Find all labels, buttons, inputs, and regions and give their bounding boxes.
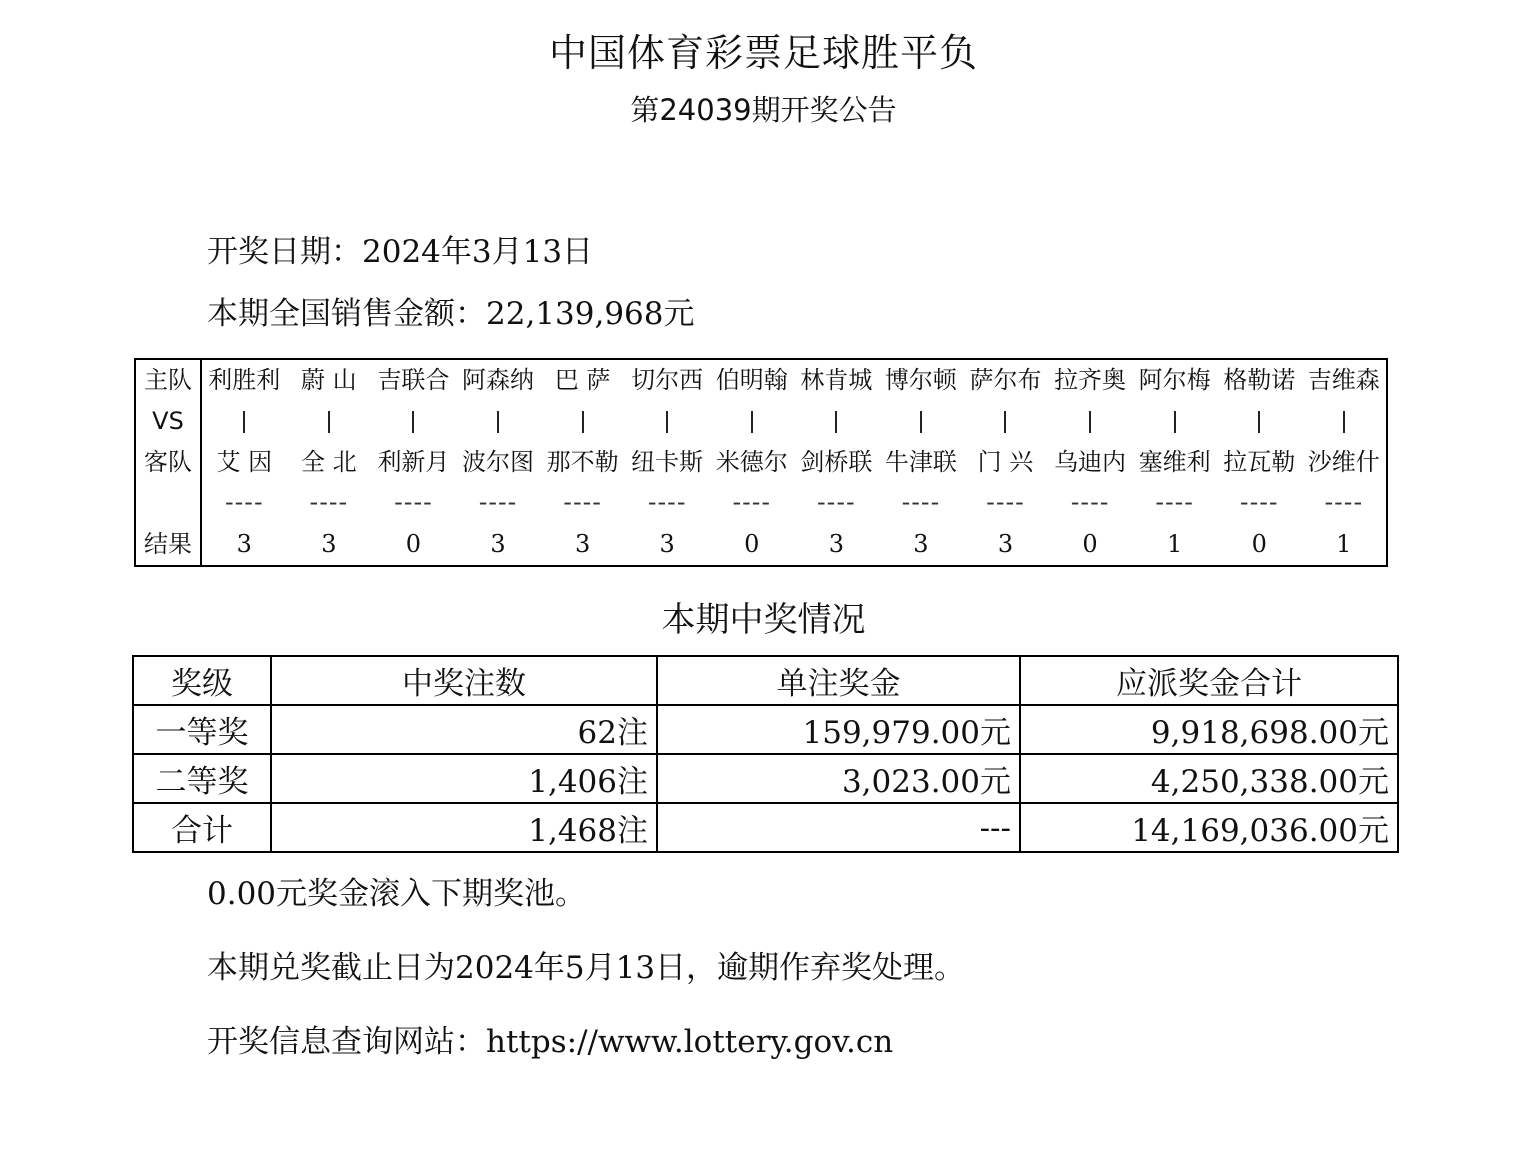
match-games xyxy=(202,360,1386,565)
prize-total: 4,250,338.00元 xyxy=(1020,754,1398,803)
away-team: 米德尔 xyxy=(715,448,788,476)
away-team: 拉瓦勒 xyxy=(1223,448,1296,476)
home-team: 伯明翰 xyxy=(715,366,788,394)
separator-line: ---- xyxy=(563,488,602,516)
match-table xyxy=(134,358,1388,567)
result-label: 结果 xyxy=(144,530,192,558)
separator-line: ---- xyxy=(647,488,687,516)
match-result: 3 xyxy=(828,530,844,558)
header-count: 中奖注数 xyxy=(271,656,657,705)
rollover-note: 0.00元奖金滚入下期奖池。 xyxy=(207,876,587,912)
separator-line: ---- xyxy=(224,488,264,516)
match-column xyxy=(963,360,1048,565)
vertical-bar-icon xyxy=(1343,411,1345,433)
match-column xyxy=(287,360,372,565)
vs-divider xyxy=(287,401,372,441)
away-team: 利新月 xyxy=(377,448,450,476)
prize-total: 14,169,036.00元 xyxy=(1020,803,1398,852)
away-team: 门 兴 xyxy=(977,448,1034,476)
match-result: 3 xyxy=(574,530,591,558)
home-team-label: 主队 xyxy=(144,366,192,394)
issue-subtitle: 第24039期开奖公告 xyxy=(630,93,897,127)
header-each: 单注奖金 xyxy=(657,656,1020,705)
vertical-bar-icon xyxy=(412,411,414,433)
match-column xyxy=(1132,360,1217,565)
away-team: 纽卡斯 xyxy=(631,448,704,476)
prize-row-first xyxy=(133,705,1398,754)
match-result: 3 xyxy=(321,530,337,558)
prize-section-title: 本期中奖情况 xyxy=(661,600,866,640)
vertical-bar-icon xyxy=(582,411,584,433)
away-team: 沙维什 xyxy=(1307,448,1380,476)
sales-amount-label: 本期全国销售金额： xyxy=(207,296,486,332)
prize-level: 一等奖 xyxy=(133,705,271,754)
page-title: 中国体育彩票足球胜平负 xyxy=(548,31,978,75)
away-team: 剑桥联 xyxy=(800,448,873,476)
home-team: 切尔西 xyxy=(631,366,704,394)
separator-line: ---- xyxy=(901,488,941,516)
separator-line: ---- xyxy=(1324,488,1364,516)
away-team-label: 客队 xyxy=(144,448,192,476)
match-result: 3 xyxy=(913,530,929,558)
match-result: 3 xyxy=(236,530,252,558)
match-result: 0 xyxy=(405,530,422,558)
home-team: 格勒诺 xyxy=(1223,366,1296,394)
home-team: 阿森纳 xyxy=(462,366,535,394)
match-column xyxy=(456,360,541,565)
match-column xyxy=(625,360,710,565)
prize-count: 1,406注 xyxy=(271,754,657,803)
match-column xyxy=(1302,360,1387,565)
separator-line: ---- xyxy=(1070,488,1110,516)
vs-divider xyxy=(202,401,287,441)
vs-divider xyxy=(709,401,794,441)
match-result: 0 xyxy=(1251,530,1267,558)
vs-divider xyxy=(1132,401,1217,441)
vs-divider xyxy=(794,401,879,441)
header-level: 奖级 xyxy=(133,656,271,705)
sales-amount-value: 22,139,968元 xyxy=(486,296,695,332)
match-result: 3 xyxy=(997,530,1014,558)
separator-line: ---- xyxy=(394,488,433,516)
vertical-bar-icon xyxy=(328,411,330,433)
match-result: 3 xyxy=(490,530,506,558)
sales-amount xyxy=(207,288,695,333)
prize-level: 二等奖 xyxy=(133,754,271,803)
match-result: 1 xyxy=(1167,530,1183,558)
website-note: 开奖信息查询网站：https://www.lottery.gov.cn xyxy=(207,1024,894,1060)
vs-divider xyxy=(879,401,964,441)
vs-divider xyxy=(1048,401,1133,441)
prize-level: 合计 xyxy=(133,803,271,852)
draw-date-value: 2024年3月13日 xyxy=(362,234,594,270)
match-result: 0 xyxy=(744,530,760,558)
draw-date xyxy=(207,226,593,271)
prize-count: 62注 xyxy=(271,705,657,754)
separator-line: ---- xyxy=(478,488,518,516)
prize-count: 1,468注 xyxy=(271,803,657,852)
match-label-column xyxy=(136,360,202,565)
deadline-note: 本期兑奖截止日为2024年5月13日，逾期作弃奖处理。 xyxy=(207,950,966,986)
match-column xyxy=(202,360,287,565)
away-team: 波尔图 xyxy=(462,448,535,476)
match-result: 0 xyxy=(1082,530,1098,558)
header-total: 应派奖金合计 xyxy=(1020,656,1398,705)
vs-divider xyxy=(963,401,1048,441)
prize-each: --- xyxy=(657,803,1020,852)
vs-divider xyxy=(540,401,625,441)
vs-divider xyxy=(625,401,710,441)
match-column xyxy=(1048,360,1133,565)
vertical-bar-icon xyxy=(835,411,837,433)
home-team: 林肯城 xyxy=(800,366,873,394)
separator-line: ---- xyxy=(1239,488,1279,516)
prize-each: 159,979.00元 xyxy=(657,705,1020,754)
home-team: 博尔顿 xyxy=(884,366,957,394)
home-team: 拉齐奥 xyxy=(1054,366,1127,394)
vertical-bar-icon xyxy=(1174,411,1176,433)
prize-table xyxy=(132,655,1399,853)
vs-divider xyxy=(1302,401,1387,441)
prize-row-second xyxy=(133,754,1398,803)
away-team: 塞维利 xyxy=(1138,448,1211,476)
home-team: 吉维森 xyxy=(1307,366,1380,394)
home-team: 吉联合 xyxy=(377,366,450,394)
match-result: 1 xyxy=(1336,530,1352,558)
vertical-bar-icon xyxy=(1258,411,1260,433)
away-team: 乌迪内 xyxy=(1054,448,1127,476)
vertical-bar-icon xyxy=(751,411,753,433)
match-column xyxy=(1217,360,1302,565)
vertical-bar-icon xyxy=(243,411,245,433)
vs-divider xyxy=(1217,401,1302,441)
match-column xyxy=(794,360,879,565)
match-column xyxy=(709,360,794,565)
separator-line: ---- xyxy=(986,488,1025,516)
vs-label: VS xyxy=(152,407,184,435)
prize-total: 9,918,698.00元 xyxy=(1020,705,1398,754)
away-team: 艾 因 xyxy=(216,448,273,476)
match-column xyxy=(371,360,456,565)
away-team: 牛津联 xyxy=(884,448,957,476)
home-team: 蔚 山 xyxy=(301,366,357,394)
home-team: 巴 萨 xyxy=(554,366,611,394)
vertical-bar-icon xyxy=(666,411,668,433)
separator-line: ---- xyxy=(817,488,856,516)
match-column xyxy=(540,360,625,565)
vs-divider xyxy=(456,401,541,441)
away-team: 那不勒 xyxy=(546,448,619,476)
match-column xyxy=(879,360,964,565)
home-team: 阿尔梅 xyxy=(1138,366,1211,394)
prize-header-row xyxy=(133,656,1398,705)
vertical-bar-icon xyxy=(920,411,922,433)
home-team: 萨尔布 xyxy=(969,366,1042,394)
draw-date-label: 开奖日期： xyxy=(207,234,362,270)
prize-each: 3,023.00元 xyxy=(657,754,1020,803)
match-result: 3 xyxy=(659,530,675,558)
prize-row-sum xyxy=(133,803,1398,852)
away-team: 全 北 xyxy=(301,448,357,476)
vs-divider xyxy=(371,401,456,441)
home-team: 利胜利 xyxy=(208,366,281,394)
separator-line: ---- xyxy=(732,488,772,516)
vertical-bar-icon xyxy=(497,411,499,433)
vertical-bar-icon xyxy=(1004,411,1006,433)
separator-line: ---- xyxy=(309,488,349,516)
vertical-bar-icon xyxy=(1089,411,1091,433)
separator-line: ---- xyxy=(1155,488,1194,516)
